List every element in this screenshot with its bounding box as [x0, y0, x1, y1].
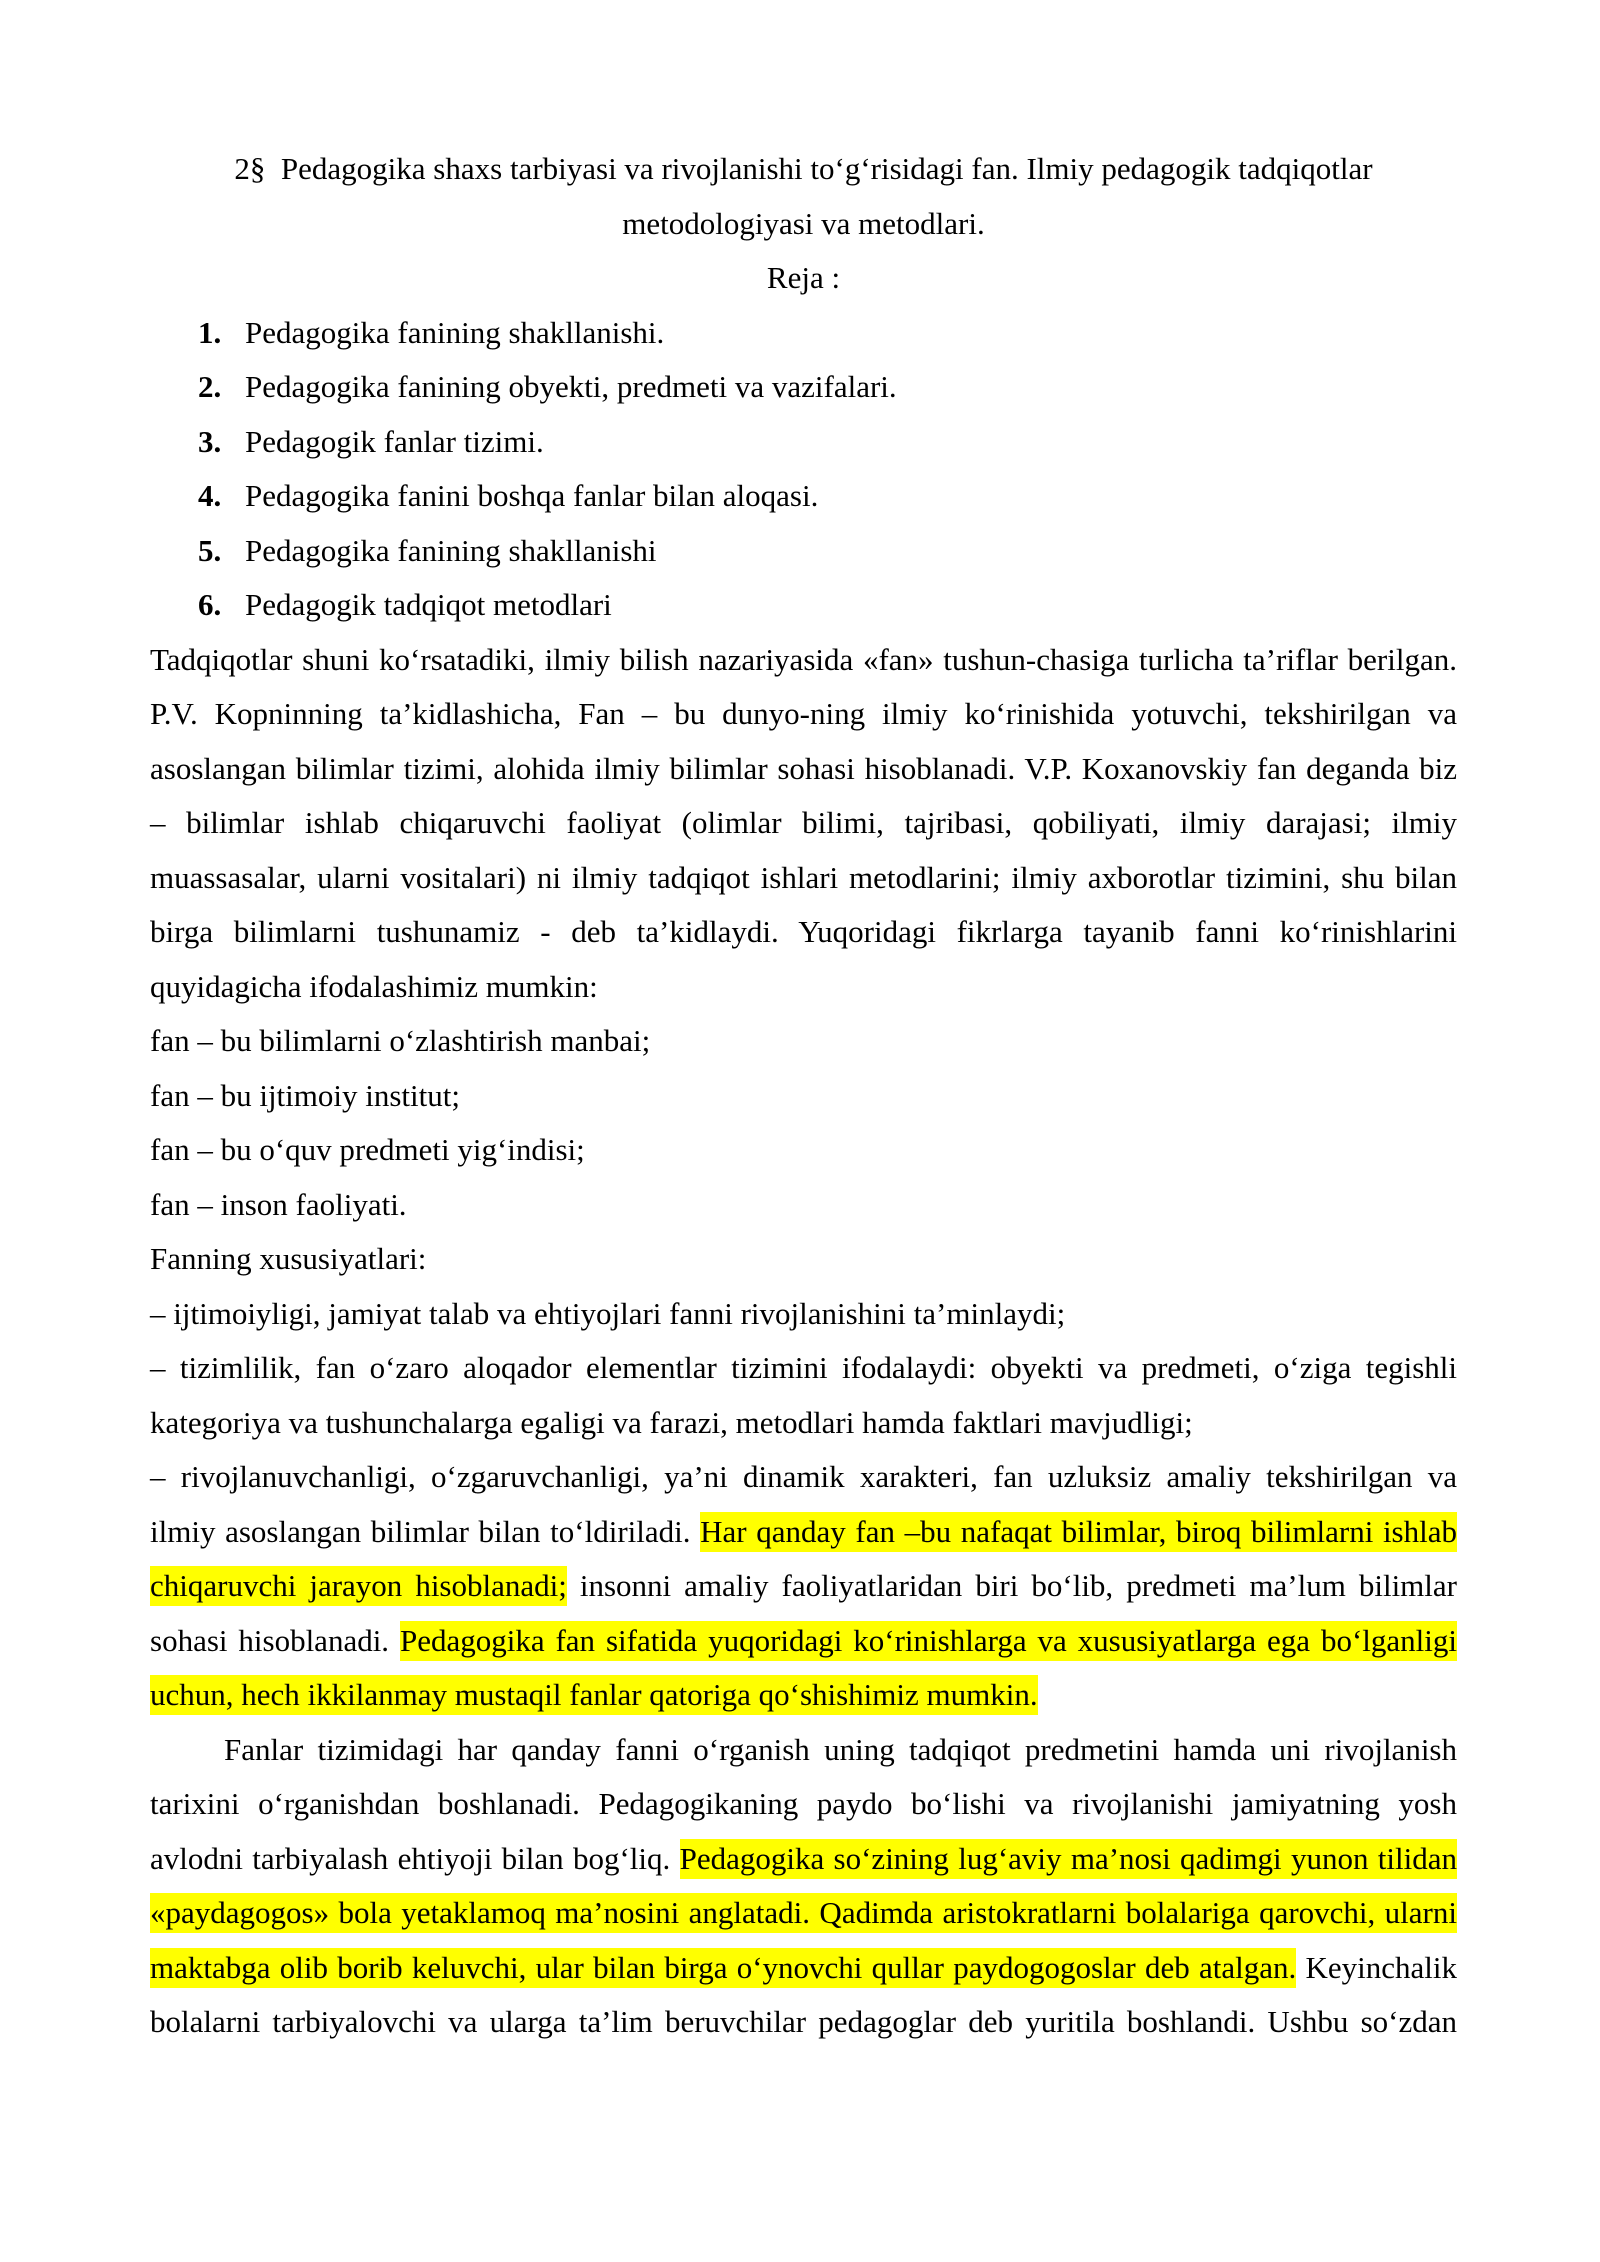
body-line — [150, 1123, 1457, 1178]
highlighted-text: uchun, hech ikkilanmay mustaqil fanlar qatoriga qo‘shishimiz mumkin. — [150, 1675, 1038, 1715]
title-line: 2§ Pedagogika shaxs tarbiyasi va rivojlanishi to‘g‘risidagi fan. Ilmiy pedagogik tadqiqotlar — [234, 151, 1373, 186]
plan-item — [150, 524, 1457, 579]
body-line — [150, 1341, 1457, 1396]
plan-heading: Reja : — [766, 260, 841, 295]
body-line — [150, 1450, 1457, 1505]
body-text: Fanlar tizimidagi har qanday fanni o‘rganish uning tadqiqot predmetini hamda uni rivojlanish — [224, 1731, 1457, 1767]
body-text: quyidagicha ifodalashimiz mumkin: — [150, 968, 598, 1004]
plan-item-number: 5. — [198, 532, 222, 568]
body-line — [150, 1832, 1457, 1887]
plan-item-text: Pedagogika fanining shakllanishi. — [245, 314, 665, 350]
plan-item-text: Pedagogika fanining shakllanishi — [245, 532, 657, 568]
plan-item — [150, 578, 1457, 633]
body-text: sohasi hisoblanadi. — [150, 1622, 400, 1658]
plan-item-number: 6. — [198, 587, 222, 622]
body-line — [150, 960, 1457, 1015]
body-text: tarixini o‘rganishdan boshlanadi. Pedagogikaning paydo bo‘lishi va rivojlanishi jamiyatning yosh — [150, 1786, 1457, 1821]
body-line — [150, 1723, 1457, 1778]
plan-item-number: 2. — [198, 369, 222, 404]
body-line — [150, 1941, 1457, 1996]
body-text: P.V. Kopninning ta’kidlashicha, Fan – bu dunyo-ning ilmiy ko‘rinishida yotuvchi, tekshirilgan va — [150, 696, 1457, 731]
body-text: fan – bu bilimlarni o‘zlashtirish manbai; — [150, 1023, 651, 1058]
body-text: Keyinchalik — [1296, 1949, 1457, 1985]
highlighted-text: «paydagogos» bola yetaklamoq ma’nosini anglatadi. Qadimda aristokratlarni bolalariga qarovchi, ularni — [150, 1893, 1457, 1933]
highlighted-text: chiqaruvchi jarayon hisoblanadi; — [150, 1566, 567, 1606]
body-line — [150, 1886, 1457, 1941]
body-line — [150, 1069, 1457, 1124]
body-line — [150, 633, 1457, 688]
body-text: fan – bu o‘quv predmeti yig‘indisi; — [150, 1132, 585, 1167]
body-line — [150, 851, 1457, 906]
body-text: asoslangan bilimlar tizimi, alohida ilmiy bilimlar sohasi hisoblanadi. V.P. Koxanovskiy fan deganda biz — [150, 750, 1457, 786]
body-line — [150, 687, 1457, 742]
body-text: – ijtimoiyligi, jamiyat talab va ehtiyojlari fanni rivojlanishini ta’minlaydi; — [150, 1295, 1066, 1331]
body-text: – bilimlar ishlab chiqaruvchi faoliyat (olimlar bilimi, tajribasi, qobiliyati, ilmiy darajasi; ilmiy — [150, 805, 1457, 840]
body-line — [150, 796, 1457, 851]
highlighted-text: maktabga olib borib keluvchi, ular bilan birga o‘ynovchi qullar paydogogoslar deb atalgan. — [150, 1948, 1296, 1988]
body-text: fan – inson faoliyati. — [150, 1186, 407, 1222]
title-line: metodologiyasi va metodlari. — [622, 205, 985, 241]
body-line — [150, 1668, 1457, 1723]
plan-item — [150, 415, 1457, 470]
body-line — [150, 905, 1457, 960]
body-text: bolalarni tarbiyalovchi va ularga ta’lim beruvchilar pedagoglar deb yuritila boshlandi. Ushbu so‘zdan — [150, 2004, 1457, 2039]
body-text: fan – bu ijtimoiy institut; — [150, 1077, 460, 1113]
body-line — [150, 1505, 1457, 1560]
plan-item-text: Pedagogik tadqiqot metodlari — [245, 587, 612, 622]
body-line — [150, 1287, 1457, 1342]
highlighted-text: Har qanday fan –bu nafaqat bilimlar, biroq bilimlarni ishlab — [700, 1512, 1457, 1552]
plan-item-number: 4. — [198, 478, 222, 513]
body-line — [150, 1559, 1457, 1614]
body-line — [150, 742, 1457, 797]
body-text: avlodni tarbiyalash ehtiyoji bilan bog‘liq. — [150, 1840, 680, 1876]
body-line — [150, 1014, 1457, 1069]
plan-item-text: Pedagogika fanini boshqa fanlar bilan aloqasi. — [245, 478, 819, 513]
body-line — [150, 1614, 1457, 1669]
plan-item-number: 1. — [198, 314, 222, 350]
body-text: Fanning xususiyatlari: — [150, 1241, 427, 1276]
body-text: ilmiy asoslangan bilimlar bilan to‘ldiriladi. — [150, 1513, 701, 1549]
body-line — [150, 1777, 1457, 1832]
body-text: kategoriya va tushunchalarga egaligi va farazi, metodlari hamda faktlari mavjudligi; — [150, 1404, 1193, 1440]
plan-item-text: Pedagogika fanining obyekti, predmeti va vazifalari. — [245, 369, 897, 404]
body-line — [150, 1396, 1457, 1451]
body-text: Tadqiqotlar shuni ko‘rsatadiki, ilmiy bilish nazariyasida «fan» tushun-chasiga turlicha ta’riflar berilgan. — [150, 641, 1457, 677]
body-line — [150, 1995, 1457, 2050]
body-text: insonni amaliy faoliyatlaridan biri bo‘lib, predmeti ma’lum bilimlar — [566, 1568, 1457, 1603]
highlighted-text: Pedagogika so‘zining lug‘aviy ma’nosi qadimgi yunon tilidan — [680, 1839, 1457, 1879]
body-text: – tizimlilik, fan o‘zaro aloqador elementlar tizimini ifodalaydi: obyekti va predmeti, o‘ziga tegishli — [150, 1350, 1457, 1385]
body-text: – rivojlanuvchanligi, o‘zgaruvchanligi, ya’ni dinamik xarakteri, fan uzluksiz amaliy tekshirilgan va — [150, 1459, 1457, 1494]
plan-item — [150, 306, 1457, 361]
plan-item — [150, 360, 1457, 415]
document-body — [150, 142, 1457, 2050]
highlighted-text: Pedagogika fan sifatida yuqoridagi ko‘rinishlarga va xususiyatlarga ega bo‘lganligi — [400, 1621, 1457, 1661]
body-line — [150, 1178, 1457, 1233]
body-text: birga bilimlarni tushunamiz - deb ta’kidlaydi. Yuqoridagi fikrlarga tayanib fanni ko‘rinishlarini — [150, 914, 1457, 949]
body-text: muassasalar, ularni vositalari) ni ilmiy tadqiqot ishlari metodlarini; ilmiy axborotlar tizimini, shu bilan — [150, 859, 1457, 895]
plan-item — [150, 469, 1457, 524]
plan-item-text: Pedagogik fanlar tizimi. — [245, 423, 544, 459]
body-line — [150, 1232, 1457, 1287]
plan-item-number: 3. — [198, 423, 222, 459]
